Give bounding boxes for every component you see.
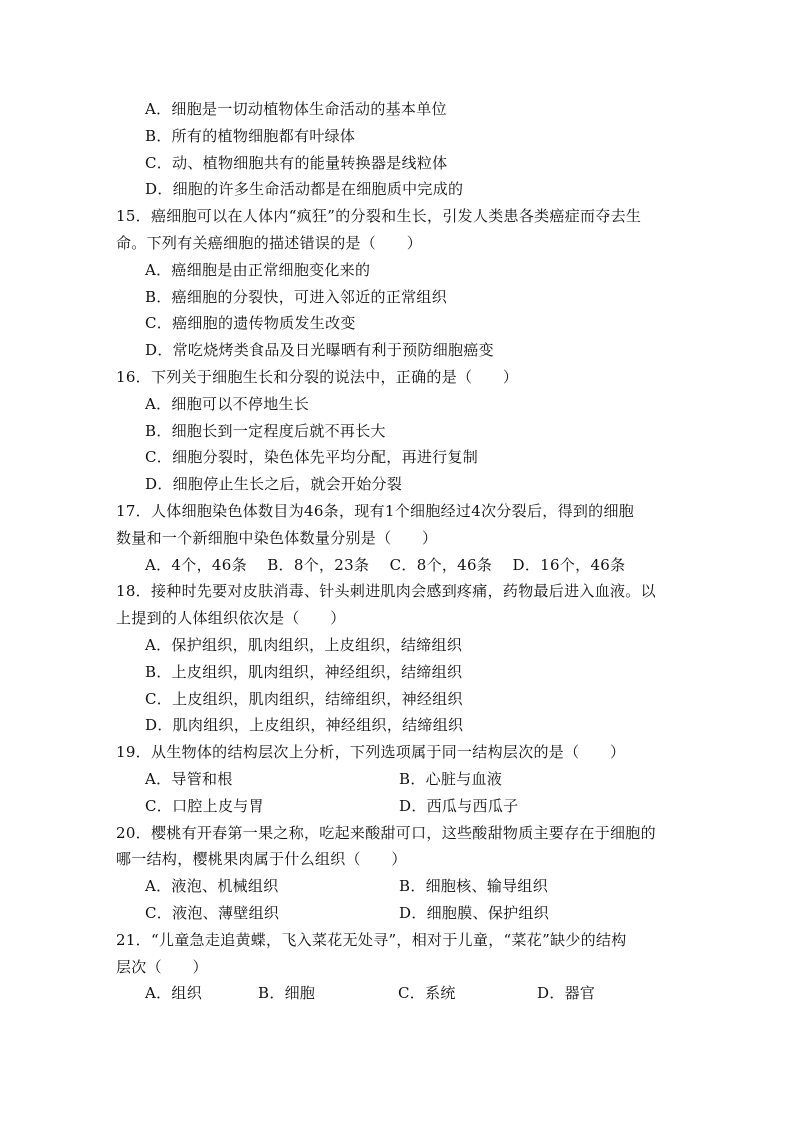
question-16-stem: 16．下列关于细胞生长和分裂的说法中，正确的是（ ） (116, 367, 519, 386)
exam-page (0, 96, 794, 1007)
option-15-c: C．癌细胞的遗传物质发生改变 (145, 314, 356, 333)
question-15-stem-cont: 命。下列有关癌细胞的描述错误的是（ ） (116, 233, 423, 252)
option-15-a: A．癌细胞是由正常细胞变化来的 (145, 260, 371, 279)
options-19-row-1 (0, 766, 794, 793)
option-16-c: C．细胞分裂时，染色体先平均分配，再进行复制 (145, 448, 479, 467)
question-20 (0, 820, 794, 927)
option-21-b: B．细胞 (258, 984, 316, 1003)
option-14-b: B．所有的植物细胞都有叶绿体 (145, 126, 356, 145)
question-21 (0, 927, 794, 1007)
option-21-d: D．器官 (537, 984, 596, 1003)
options-19-row-2 (0, 793, 794, 820)
question-17-stem-cont: 数量和一个新细胞中染色体数量分别是（ ） (116, 528, 438, 547)
question-20-stem-cont: 哪一结构，樱桃果肉属于什么组织（ ） (116, 850, 407, 869)
option-21-a: A．组织 (145, 984, 203, 1003)
option-14-d: D．细胞的许多生命活动都是在细胞质中完成的 (145, 180, 464, 199)
options-20-row-2 (0, 900, 794, 927)
question-15-stem: 15．癌细胞可以在人体内“疯狂”的分裂和生长，引发人类患各类癌症而夺去生 (116, 207, 642, 226)
option-19-c: C．口腔上皮与胃 (145, 796, 264, 815)
option-16-b: B．细胞长到一定程度后就不再长大 (145, 421, 386, 440)
option-18-c: C．上皮组织，肌肉组织，结缔组织，神经组织 (145, 689, 463, 708)
question-14 (0, 96, 794, 203)
question-19-stem: 19．从生物体的结构层次上分析，下列选项属于同一结构层次的是（ ） (116, 743, 626, 762)
options-17: A．4个，46条 B．8个，23条 C．8个，46条 D．16个，46条 (145, 555, 626, 574)
option-18-a: A．保护组织，肌肉组织，上皮组织，结缔组织 (145, 635, 463, 654)
option-19-d: D．西瓜与西瓜子 (399, 796, 519, 815)
option-20-c: C．液泡、薄壁组织 (145, 903, 280, 922)
option-18-b: B．上皮组织，肌肉组织，神经组织，结缔组织 (145, 662, 463, 681)
option-19-a: A．导管和根 (145, 769, 233, 788)
option-16-a: A．细胞可以不停地生长 (145, 394, 310, 413)
option-20-a: A．液泡、机械组织 (145, 877, 279, 896)
options-21-row (0, 980, 794, 1007)
option-14-a: A．细胞是一切动植物体生命活动的基本单位 (145, 100, 447, 118)
option-14-c: C．动、植物细胞共有的能量转换器是线粒体 (145, 153, 448, 172)
options-20-row-1 (0, 873, 794, 900)
question-18 (0, 578, 794, 739)
option-19-b: B．心脏与血液 (399, 769, 503, 788)
option-20-d: D．细胞膜、保护组织 (399, 903, 550, 922)
question-17 (0, 498, 794, 578)
question-18-stem-cont: 上提到的人体组织依次是（ ） (116, 609, 346, 628)
question-18-stem: 18．接种时先要对皮肤消毒、针头刺进肌肉会感到疼痛，药物最后进入血液。以 (116, 582, 656, 601)
option-15-d: D．常吃烧烤类食品及日光曝晒有利于预防细胞癌变 (145, 341, 494, 360)
option-16-d: D．细胞停止生长之后，就会开始分裂 (145, 475, 403, 494)
option-21-c: C．系统 (398, 984, 456, 1003)
question-17-stem: 17．人体细胞染色体数目为46条，现有1个细胞经过4次分裂后，得到的细胞 (116, 501, 635, 520)
option-20-b: B．细胞核、输导组织 (399, 877, 549, 896)
question-19 (0, 739, 794, 819)
question-15 (0, 203, 794, 364)
question-21-stem: 21．“儿童急走追黄蝶，飞入菜花无处寻”，相对于儿童，“菜花”缺少的结构 (116, 930, 627, 949)
option-15-b: B．癌细胞的分裂快，可进入邻近的正常组织 (145, 287, 448, 306)
question-20-stem: 20．樱桃有开春第一果之称，吃起来酸甜可口，这些酸甜物质主要存在于细胞的 (116, 823, 656, 842)
question-16 (0, 364, 794, 498)
question-21-stem-cont: 层次（ ） (116, 957, 208, 976)
option-18-d: D．肌肉组织，上皮组织，神经组织，结缔组织 (145, 716, 464, 735)
